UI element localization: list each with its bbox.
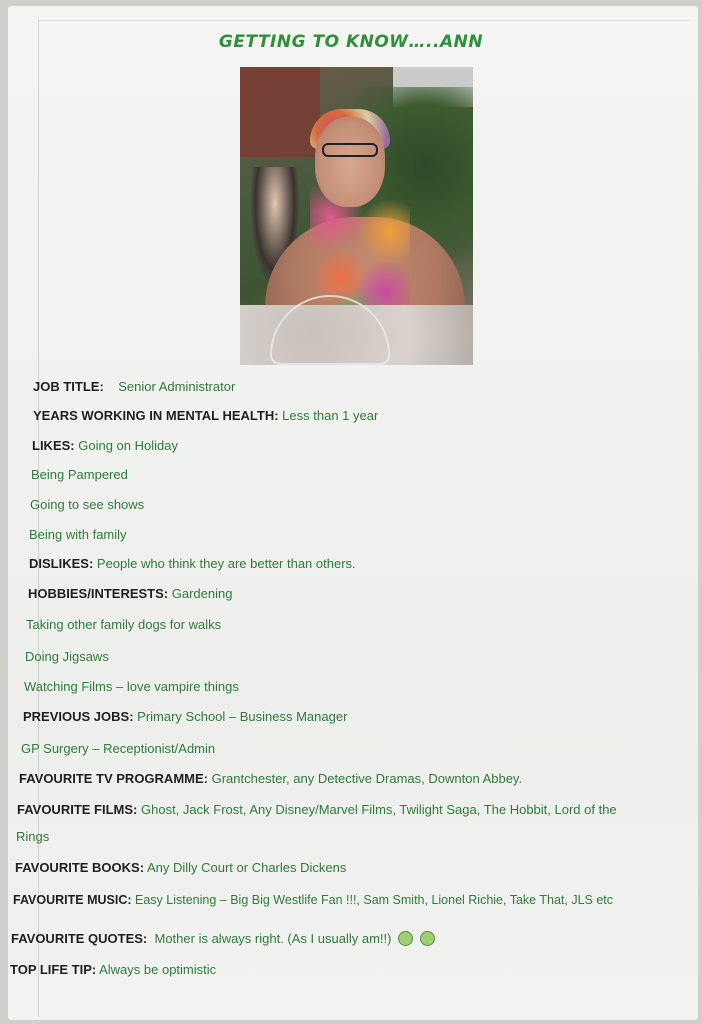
fav-films-label: FAVOURITE FILMS: [17, 802, 138, 817]
laughing-emoji-icon [420, 931, 435, 946]
dislikes-label: DISLIKES: [29, 556, 94, 571]
job-title-value: Senior Administrator [118, 379, 236, 394]
previous-jobs-row [23, 709, 347, 725]
fav-books-label: FAVOURITE BOOKS: [15, 860, 145, 875]
previous-jobs-label: PREVIOUS JOBS: [23, 709, 134, 724]
hobbies-row [28, 586, 232, 602]
years-value: Less than 1 year [282, 408, 379, 423]
hobbies-item-3: Doing Jigsaws [25, 649, 109, 664]
profile-photo [240, 67, 473, 365]
fav-books-row [15, 860, 346, 876]
likes-item-3: Going to see shows [30, 497, 145, 512]
fav-books-value: Any Dilly Court or Charles Dickens [146, 860, 347, 875]
years-row [33, 408, 378, 424]
previous-jobs-item-2: GP Surgery – Receptionist/Admin [21, 741, 216, 756]
likes-label: LIKES: [32, 438, 75, 453]
fav-tv-row [19, 771, 522, 787]
page-title: GETTING TO KNOW…..ANN [218, 32, 484, 52]
fav-films-value: Ghost, Jack Frost, Any Disney/Marvel Films, Twilight Saga, The Hobbit, Lord of the [141, 802, 617, 817]
job-title-label: JOB TITLE: [33, 379, 104, 394]
fav-quotes-row [11, 931, 435, 947]
fav-quotes-value: Mother is always right. (As I usually am!!) [154, 931, 392, 946]
likes-value: Going on Holiday [78, 438, 178, 453]
fav-films-continued: Rings [16, 829, 50, 844]
years-label: YEARS WORKING IN MENTAL HEALTH: [33, 408, 279, 423]
dislikes-row [29, 556, 356, 572]
top-tip-row [10, 962, 216, 978]
fav-quotes-label: FAVOURITE QUOTES: [11, 931, 148, 946]
fav-music-value: Easy Listening – Big Big Westlife Fan !!!, Sam Smith, Lionel Richie, Take That, JLS etc [135, 893, 614, 907]
likes-item-4: Being with family [29, 527, 127, 542]
job-title-row [33, 379, 235, 395]
hobbies-item-2: Taking other family dogs for walks [26, 617, 222, 632]
fav-music-label: FAVOURITE MUSIC: [13, 893, 132, 907]
fav-tv-label: FAVOURITE TV PROGRAMME: [19, 771, 208, 786]
previous-jobs-value: Primary School – Business Manager [137, 709, 348, 724]
likes-row [32, 438, 178, 454]
dislikes-value: People who think they are better than others. [96, 556, 356, 571]
top-tip-label: TOP LIFE TIP: [10, 962, 97, 977]
top-tip-value: Always be optimistic [99, 962, 217, 977]
hobbies-value: Gardening [171, 586, 233, 601]
hobbies-label: HOBBIES/INTERESTS: [28, 586, 169, 601]
laughing-emoji-icon [398, 931, 413, 946]
hobbies-item-4: Watching Films – love vampire things [24, 679, 239, 694]
fav-tv-value: Grantchester, any Detective Dramas, Downton Abbey. [211, 771, 523, 786]
fav-music-row [13, 892, 613, 908]
likes-item-2: Being Pampered [31, 467, 128, 482]
fav-films-row [17, 802, 617, 818]
